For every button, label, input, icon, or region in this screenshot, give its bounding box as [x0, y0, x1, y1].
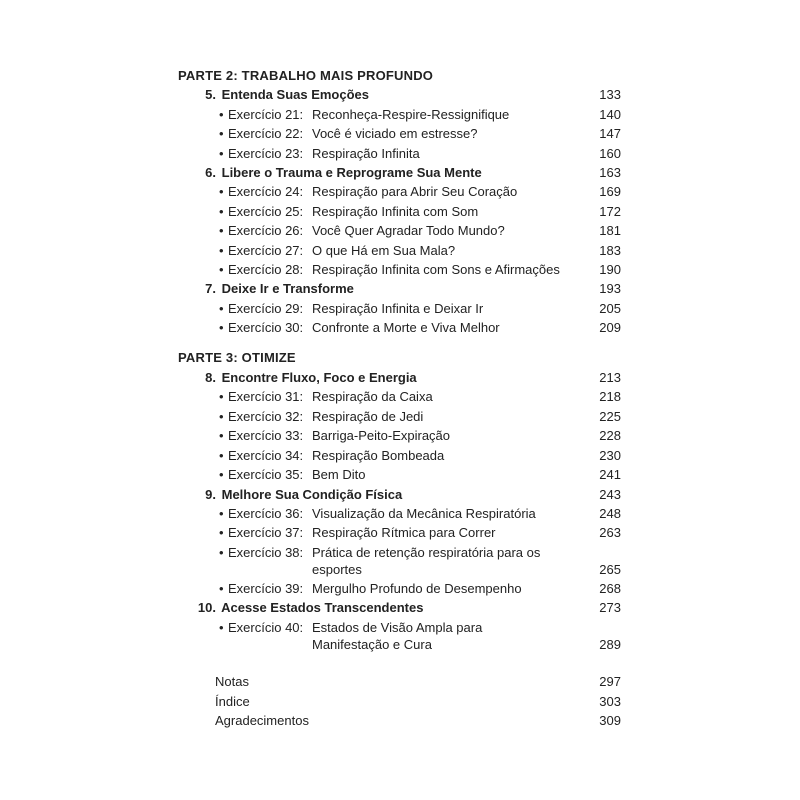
- exercise-title-continuation: esportes: [312, 562, 362, 577]
- chapter-number: 8.: [205, 370, 216, 385]
- bullet-icon: •: [219, 448, 224, 463]
- chapter-number: 6.: [205, 165, 216, 180]
- exercise-label: Exercício 23:: [228, 146, 304, 161]
- exercise-row: [219, 318, 621, 337]
- exercise-row: [219, 221, 621, 240]
- chapter-number: 9.: [205, 487, 216, 502]
- page-number: 289: [599, 637, 621, 652]
- exercise-label: Exercício 37:: [228, 525, 304, 540]
- back-matter-title: Índice: [215, 694, 250, 709]
- exercise-title: Respiração da Caixa: [312, 389, 433, 404]
- exercise-row: [219, 407, 621, 426]
- bullet-icon: •: [219, 320, 224, 335]
- page-number: 205: [599, 301, 621, 316]
- exercise-title: Respiração Infinita e Deixar Ir: [312, 301, 484, 316]
- page-number: 309: [599, 713, 621, 728]
- chapter-number: 10.: [197, 600, 216, 615]
- exercise-label: Exercício 38:: [228, 545, 304, 560]
- bullet-icon: •: [219, 107, 224, 122]
- page-number: 147: [599, 126, 621, 141]
- page-number: 297: [599, 674, 621, 689]
- exercise-row: [219, 504, 621, 523]
- part-heading: PARTE 3: OTIMIZE: [178, 350, 296, 365]
- exercise-label: Exercício 27:: [228, 243, 304, 258]
- page-number: 268: [599, 581, 621, 596]
- exercise-row: [219, 182, 621, 201]
- page-number: 241: [599, 467, 621, 482]
- page-number: 273: [599, 600, 621, 615]
- exercise-label: Exercício 40:: [228, 620, 304, 635]
- exercise-title: O que Há em Sua Mala?: [312, 243, 456, 258]
- bullet-icon: •: [219, 262, 224, 277]
- bullet-icon: •: [219, 184, 224, 199]
- exercise-row: [219, 387, 621, 406]
- page-number: 225: [599, 409, 621, 424]
- exercise-title: Respiração para Abrir Seu Coração: [312, 184, 518, 199]
- exercise-label: Exercício 24:: [228, 184, 304, 199]
- chapter-title: Melhore Sua Condição Física: [221, 487, 403, 502]
- page-number: 183: [599, 243, 621, 258]
- exercise-label: Exercício 36:: [228, 506, 304, 521]
- exercise-title: Estados de Visão Ampla para: [312, 620, 483, 635]
- exercise-title-continuation: Manifestação e Cura: [312, 637, 432, 652]
- chapter-title: Deixe Ir e Transforme: [221, 281, 354, 296]
- page-number: 248: [599, 506, 621, 521]
- exercise-title: Respiração Infinita com Sons e Afirmações: [312, 262, 560, 277]
- exercise-label: Exercício 22:: [228, 126, 304, 141]
- page-number: 140: [599, 107, 621, 122]
- exercise-row: [219, 241, 621, 260]
- chapter-row: [190, 485, 621, 504]
- exercise-label: Exercício 31:: [228, 389, 304, 404]
- page-number: 213: [599, 370, 621, 385]
- exercise-title: Bem Dito: [312, 467, 366, 482]
- chapter-row: [190, 368, 621, 387]
- page-number: 181: [599, 223, 621, 238]
- page-number: 169: [599, 184, 621, 199]
- part-heading: PARTE 2: TRABALHO MAIS PROFUNDO: [178, 68, 434, 83]
- exercise-row-continuation: [312, 635, 621, 654]
- chapter-row: [190, 598, 621, 617]
- exercise-row: [219, 446, 621, 465]
- exercise-row: [219, 523, 621, 542]
- exercise-title: Prática de retenção respiratória para os: [312, 545, 541, 560]
- page-number: 303: [599, 694, 621, 709]
- back-matter-row: [215, 711, 621, 730]
- exercise-label: Exercício 21:: [228, 107, 304, 122]
- exercise-label: Exercício 33:: [228, 428, 304, 443]
- page-number: 265: [599, 562, 621, 577]
- exercise-label: Exercício 30:: [228, 320, 304, 335]
- back-matter-row: [215, 692, 621, 711]
- exercise-row: [219, 579, 621, 598]
- bullet-icon: •: [219, 506, 224, 521]
- page-number: 228: [599, 428, 621, 443]
- exercise-row: [219, 202, 621, 221]
- bullet-icon: •: [219, 243, 224, 258]
- exercise-title: Você é viciado em estresse?: [312, 126, 478, 141]
- page-number: 263: [599, 525, 621, 540]
- bullet-icon: •: [219, 428, 224, 443]
- exercise-row: [219, 144, 621, 163]
- exercise-label: Exercício 39:: [228, 581, 304, 596]
- page-number: 193: [599, 281, 621, 296]
- chapter-row: [190, 279, 621, 298]
- chapter-title: Encontre Fluxo, Foco e Energia: [221, 370, 417, 385]
- exercise-label: Exercício 29:: [228, 301, 304, 316]
- bullet-icon: •: [219, 467, 224, 482]
- exercise-title: Respiração Infinita: [312, 146, 420, 161]
- page-number: 163: [599, 165, 621, 180]
- exercise-label: Exercício 32:: [228, 409, 304, 424]
- bullet-icon: •: [219, 620, 224, 635]
- bullet-icon: •: [219, 389, 224, 404]
- chapter-row: [190, 163, 621, 182]
- exercise-row-continuation: [312, 560, 621, 579]
- exercise-row: [219, 299, 621, 318]
- bullet-icon: •: [219, 126, 224, 141]
- chapter-title: Acesse Estados Transcendentes: [221, 600, 424, 615]
- exercise-label: Exercício 35:: [228, 467, 304, 482]
- page-number: 160: [599, 146, 621, 161]
- exercise-title: Visualização da Mecânica Respiratória: [312, 506, 536, 521]
- bullet-icon: •: [219, 301, 224, 316]
- exercise-label: Exercício 28:: [228, 262, 304, 277]
- chapter-number: 7.: [205, 281, 216, 296]
- page-number: 172: [599, 204, 621, 219]
- exercise-title: Reconheça-Respire-Ressignifique: [312, 107, 510, 122]
- exercise-title: Você Quer Agradar Todo Mundo?: [312, 223, 505, 238]
- page-number: 133: [599, 87, 621, 102]
- bullet-icon: •: [219, 545, 224, 560]
- exercise-title: Confronte a Morte e Viva Melhor: [312, 320, 500, 335]
- exercise-title: Barriga-Peito-Expiração: [312, 428, 451, 443]
- bullet-icon: •: [219, 146, 224, 161]
- page-number: 209: [599, 320, 621, 335]
- page-number: 243: [599, 487, 621, 502]
- back-matter-title: Agradecimentos: [215, 713, 309, 728]
- bullet-icon: •: [219, 223, 224, 238]
- bullet-icon: •: [219, 409, 224, 424]
- chapter-number: 5.: [205, 87, 216, 102]
- exercise-row: [219, 465, 621, 484]
- back-matter-title: Notas: [215, 674, 249, 689]
- page-number: 218: [599, 389, 621, 404]
- exercise-label: Exercício 34:: [228, 448, 304, 463]
- exercise-row: [219, 105, 621, 124]
- exercise-title: Respiração Infinita com Som: [312, 204, 479, 219]
- back-matter-row: [215, 672, 621, 691]
- exercise-title: Respiração Rítmica para Correr: [312, 525, 496, 540]
- chapter-row: [190, 85, 621, 104]
- page-number: 230: [599, 448, 621, 463]
- exercise-label: Exercício 26:: [228, 223, 304, 238]
- exercise-label: Exercício 25:: [228, 204, 304, 219]
- exercise-title: Mergulho Profundo de Desempenho: [312, 581, 522, 596]
- page-number: 190: [599, 262, 621, 277]
- exercise-row: [219, 426, 621, 445]
- chapter-title: Entenda Suas Emoções: [221, 87, 370, 102]
- exercise-row: [219, 260, 621, 279]
- bullet-icon: •: [219, 204, 224, 219]
- bullet-icon: •: [219, 581, 224, 596]
- exercise-row: [219, 124, 621, 143]
- chapter-title: Libere o Trauma e Reprograme Sua Mente: [221, 165, 482, 180]
- exercise-title: Respiração de Jedi: [312, 409, 424, 424]
- bullet-icon: •: [219, 525, 224, 540]
- exercise-title: Respiração Bombeada: [312, 448, 445, 463]
